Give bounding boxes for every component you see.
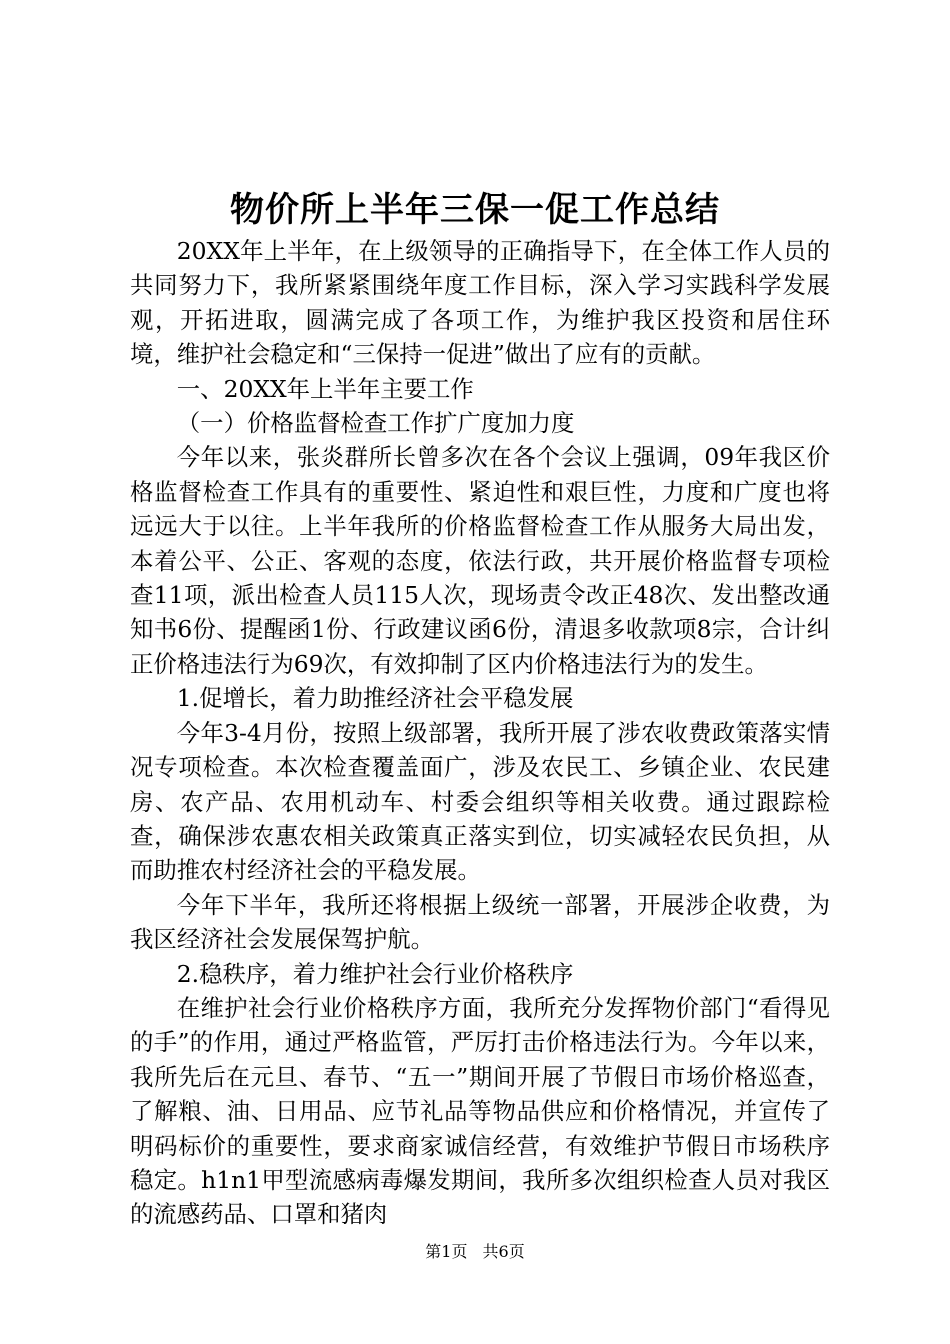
total-pages: 共6页 [482, 1242, 525, 1261]
item-heading-stabilize-order: 2.稳秩序，着力维护社会行业价格秩序 [176, 959, 574, 988]
second-half-plan-paragraph: 今年下半年，我所还将根据上级统一部署，开展涉企收费，为我区经济社会发展保驾护航。 [130, 890, 830, 954]
stabilize-order-paragraph: 在维护社会行业价格秩序方面，我所充分发挥物价部门“看得见的手”的作用，通过严格监管，严厉打击价格违法行为。今年以来，我所先后在元旦、春节、“五一”期间开展了节假日市场价格巡查，了解粮、油、日用品、应节礼品等物品供应和价格情况，并宣传了明码标价的重要性，要求商家诚信经营，有效维护节假日市场秩序稳定。h1n1甲型流感病毒爆发期间，我所多次组织检查人员对我区的流感药品、口罩和猪肉 [130, 993, 830, 1229]
subsection-heading-price-inspection: （一）价格监督检查工作扩广度加力度 [176, 409, 575, 438]
document-body [130, 234, 830, 1232]
page-footer [0, 1241, 950, 1263]
promote-growth-paragraph: 今年3-4月份，按照上级部署，我所开展了涉农收费政策落实情况专项检查。本次检查覆盖面广，涉及农民工、乡镇企业、农民建房、农产品、农用机动车、村委会组织等相关收费。通过跟踪检查，确保涉农惠农相关政策真正落实到位，切实减轻农民负担，从而助推农村经济社会的平稳发展。 [130, 718, 830, 885]
document-title: 物价所上半年三保一促工作总结 [230, 190, 720, 230]
intro-paragraph: 20XX年上半年，在上级领导的正确指导下，在全体工作人员的共同努力下，我所紧紧围绕年度工作目标，深入学习实践科学发展观，开拓进取，圆满完成了各项工作，为维护我区投资和居住环境，维护社会稳定和“三保持一促进”做出了应有的贡献。 [130, 237, 830, 369]
page-number: 第1页 [425, 1242, 468, 1261]
section-heading-main-work: 一、20XX年上半年主要工作 [176, 374, 474, 403]
price-inspection-paragraph: 今年以来，张炎群所长曾多次在各个会议上强调，09年我区价格监督检查工作具有的重要性、紧迫性和艰巨性，力度和广度也将远远大于以往。上半年我所的价格监督检查工作从服务大局出发，本着公平、公正、客观的态度，依法行政，共开展价格监督专项检查11项，派出检查人员115人次，现场责令改正48次、发出整改通知书6份、提醒函1份、行政建议函6份，清退多收款项8宗，合计纠正价格违法行为69次，有效抑制了区内价格违法行为的发生。 [130, 443, 830, 678]
item-heading-promote-growth: 1.促增长，着力助推经济社会平稳发展 [176, 684, 574, 713]
